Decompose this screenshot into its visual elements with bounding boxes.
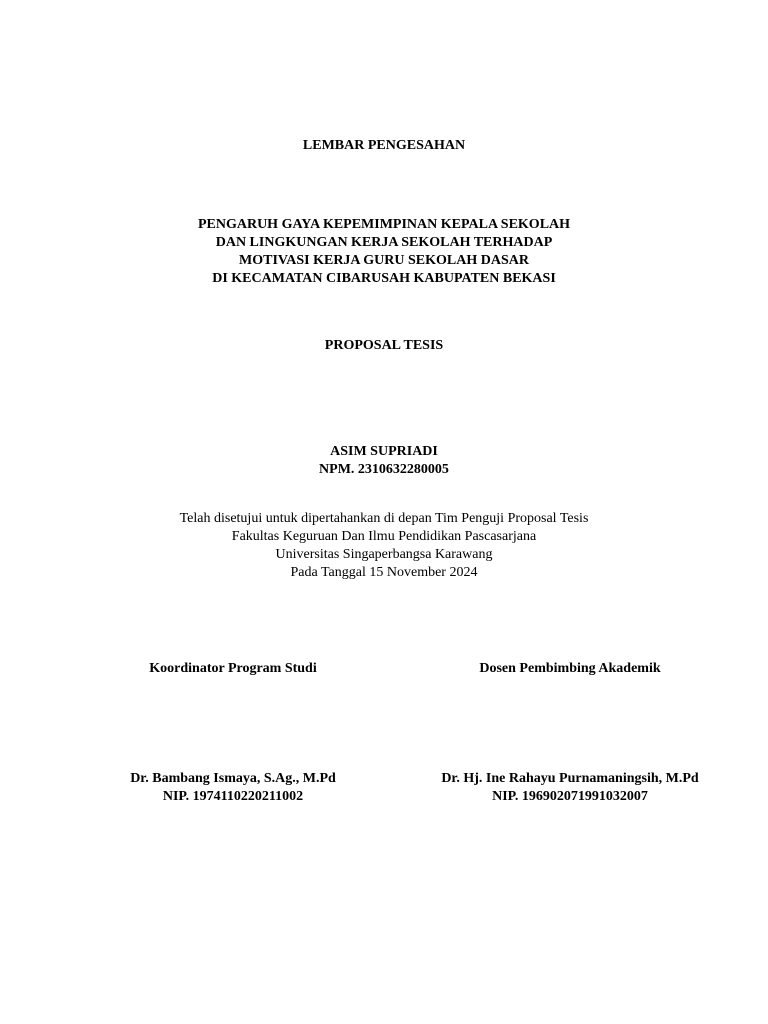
left-role-text: Koordinator Program Studi: [149, 661, 317, 676]
right-signatory: [420, 770, 720, 806]
thesis-title-line-4: DI KECAMATAN CIBARUSAH KABUPATEN BEKASI: [212, 271, 556, 286]
approval-line-1: Telah disetujui untuk dipertahankan di depan Tim Penguji Proposal Tesis: [179, 511, 589, 526]
heading-text: LEMBAR PENGESAHAN: [302, 138, 466, 153]
page-heading: [0, 137, 768, 155]
author-npm: NPM. 2310632280005: [319, 462, 449, 477]
thesis-title: [0, 216, 768, 288]
approval-line-3: Universitas Singaperbangsa Karawang: [275, 547, 493, 562]
thesis-title-line-1: PENGARUH GAYA KEPEMIMPINAN KEPALA SEKOLAH: [197, 217, 571, 232]
thesis-title-line-3: MOTIVASI KERJA GURU SEKOLAH DASAR: [239, 253, 529, 268]
left-signatory-name: Dr. Bambang Ismaya, S.Ag., M.Pd: [130, 771, 336, 786]
left-signatory-nip: NIP. 1974110220211002: [162, 789, 304, 804]
right-role-text: Dosen Pembimbing Akademik: [479, 661, 661, 676]
thesis-title-line-2: DAN LINGKUNGAN KERJA SEKOLAH TERHADAP: [215, 235, 553, 250]
author-name: ASIM SUPRIADI: [330, 444, 438, 459]
author-info: [0, 443, 768, 479]
document-type-text: PROPOSAL TESIS: [324, 338, 444, 353]
left-signatory: [83, 770, 383, 806]
document-type: [0, 337, 768, 355]
right-signatory-role: [420, 660, 720, 678]
approval-line-4: Pada Tanggal 15 November 2024: [290, 565, 478, 580]
left-signatory-role: [83, 660, 383, 678]
approval-line-2: Fakultas Keguruan Dan Ilmu Pendidikan Pascasarjana: [231, 529, 537, 544]
right-signatory-name: Dr. Hj. Ine Rahayu Purnamaningsih, M.Pd: [441, 771, 699, 786]
approval-statement: [0, 510, 768, 582]
right-signatory-nip: NIP. 196902071991032007: [492, 789, 648, 804]
